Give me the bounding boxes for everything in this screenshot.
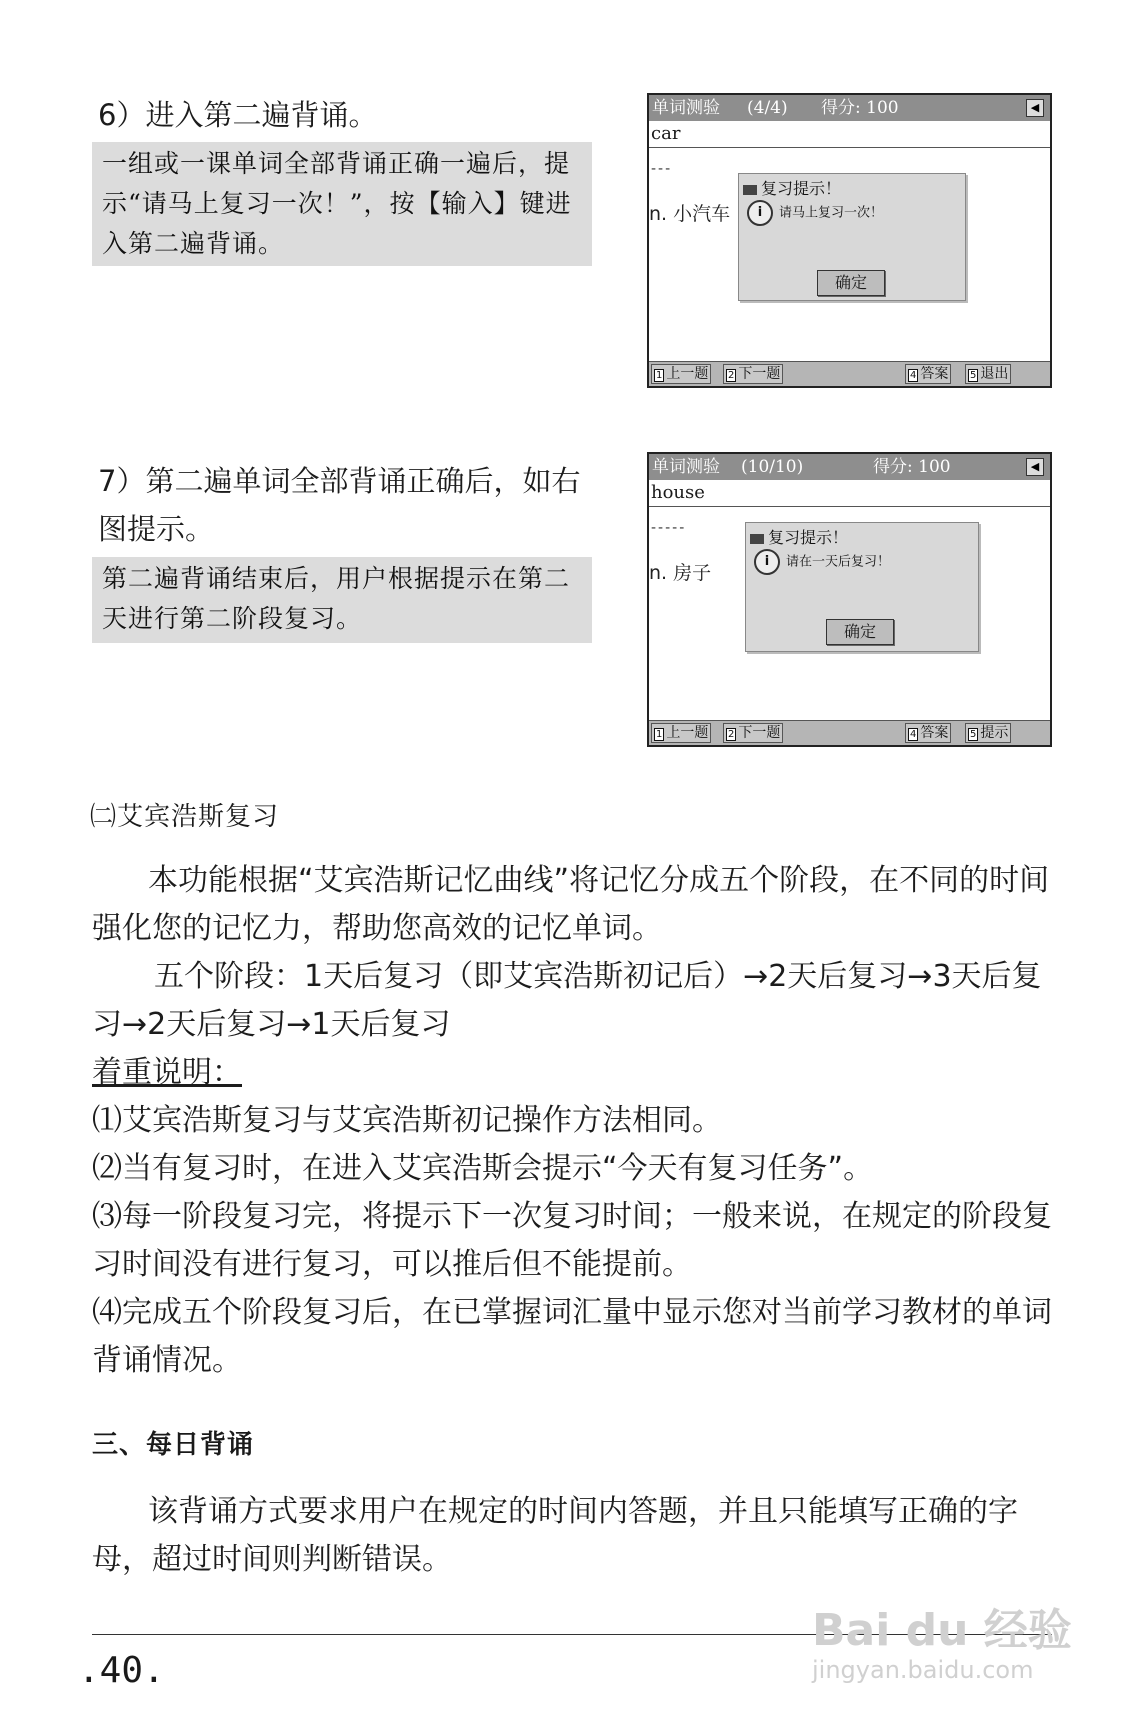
app-title: 单词测验 (652, 98, 720, 118)
divider (649, 506, 1050, 507)
section2-body (92, 857, 1052, 1385)
ok-button[interactable]: 确定 (817, 270, 885, 296)
section2-heading: ㈡艾宾浩斯复习 (90, 802, 280, 832)
review-dialog (745, 522, 979, 652)
emphasis-heading: 着重说明： (92, 1055, 242, 1090)
step7-note: 第二遍背诵结束后，用户根据提示在第二天进行第二阶段复习。 (92, 557, 592, 643)
section3-heading: 三、每日背诵 (92, 1430, 255, 1460)
score: 得分: 100 (873, 457, 951, 477)
softkey-bar (649, 720, 1050, 745)
list-item: ⑶每一阶段复习完，将提示下一次复习时间；一般来说，在规定的阶段复习时间没有进行复习，可以推后但不能提前。 (92, 1199, 1052, 1282)
prev-question-button[interactable]: 1 上一题 (651, 723, 711, 743)
exit-button[interactable]: 5 退出 (965, 364, 1011, 384)
device-screenshot-2 (647, 452, 1052, 747)
list-item: ⑴艾宾浩斯复习与艾宾浩斯初记操作方法相同。 (92, 1103, 722, 1138)
quiz-word: house (651, 482, 705, 503)
word-meaning: n. 小汽车 (649, 203, 731, 225)
divider (649, 147, 1050, 148)
next-question-button[interactable]: 2 下一题 (723, 364, 783, 384)
review-dialog (738, 173, 966, 301)
speaker-icon[interactable]: ◀ (1026, 458, 1044, 476)
step6-title: 6）进入第二遍背诵。 (98, 98, 378, 132)
list-item: ⑷完成五个阶段复习后，在已掌握词汇量中显示您对当前学习教材的单词背诵情况。 (92, 1295, 1052, 1378)
answer-blanks: --- (651, 161, 673, 177)
step7-title: 7）第二遍单词全部背诵正确后，如右图提示。 (98, 464, 581, 546)
list-item: ⑵当有复习时，在进入艾宾浩斯会提示“今天有复习任务”。 (92, 1151, 874, 1186)
answer-button[interactable]: 4 答案 (905, 723, 951, 743)
next-question-button[interactable]: 2 下一题 (723, 723, 783, 743)
paragraph: 该背诵方式要求用户在规定的时间内答题，并且只能填写正确的字母，超过时间则判断错误。 (92, 1494, 1018, 1577)
section3-body (92, 1488, 1052, 1584)
score: 得分: 100 (821, 98, 899, 118)
watermark-url: jingyan.baidu.com (812, 1656, 1034, 1684)
answer-blanks: ----- (651, 520, 687, 536)
dialog-message: i 请马上复习一次！ (747, 200, 883, 226)
quiz-word: car (651, 123, 681, 144)
dialog-title: 复习提示！ (743, 176, 841, 199)
step6-note: 一组或一课单词全部背诵正确一遍后，提示“请马上复习一次！”，按【输入】键进入第二遍背诵。 (92, 142, 592, 266)
hint-button[interactable]: 5 提示 (965, 723, 1011, 743)
speaker-icon[interactable]: ◀ (1026, 99, 1044, 117)
page-number: .40. (78, 1650, 165, 1691)
ok-button[interactable]: 确定 (826, 619, 894, 645)
window-icon (743, 185, 757, 195)
watermark-logo: Bai du 经验 (812, 1605, 1072, 1656)
info-icon: i (754, 549, 780, 575)
paragraph: 本功能根据“艾宾浩斯记忆曲线”将记忆分成五个阶段，在不同的时间强化您的记忆力，帮助您高效的记忆单词。 (92, 863, 1050, 946)
softkey-bar (649, 361, 1050, 386)
progress: (10/10) (741, 457, 804, 477)
prev-question-button[interactable]: 1 上一题 (651, 364, 711, 384)
screen-titlebar (649, 95, 1050, 121)
screen-titlebar (649, 454, 1050, 480)
app-title: 单词测验 (652, 457, 720, 477)
window-icon (750, 534, 764, 544)
progress: (4/4) (747, 98, 788, 118)
device-screenshot-1 (647, 93, 1052, 388)
word-meaning: n. 房子 (649, 562, 712, 584)
dialog-message: i 请在一天后复习！ (754, 549, 890, 575)
paragraph: 五个阶段：1天后复习（即艾宾浩斯初记后）→2天后复习→3天后复习→2天后复习→1天后复习 (92, 959, 1042, 1042)
answer-button[interactable]: 4 答案 (905, 364, 951, 384)
dialog-title: 复习提示！ (750, 525, 848, 548)
info-icon: i (747, 200, 773, 226)
